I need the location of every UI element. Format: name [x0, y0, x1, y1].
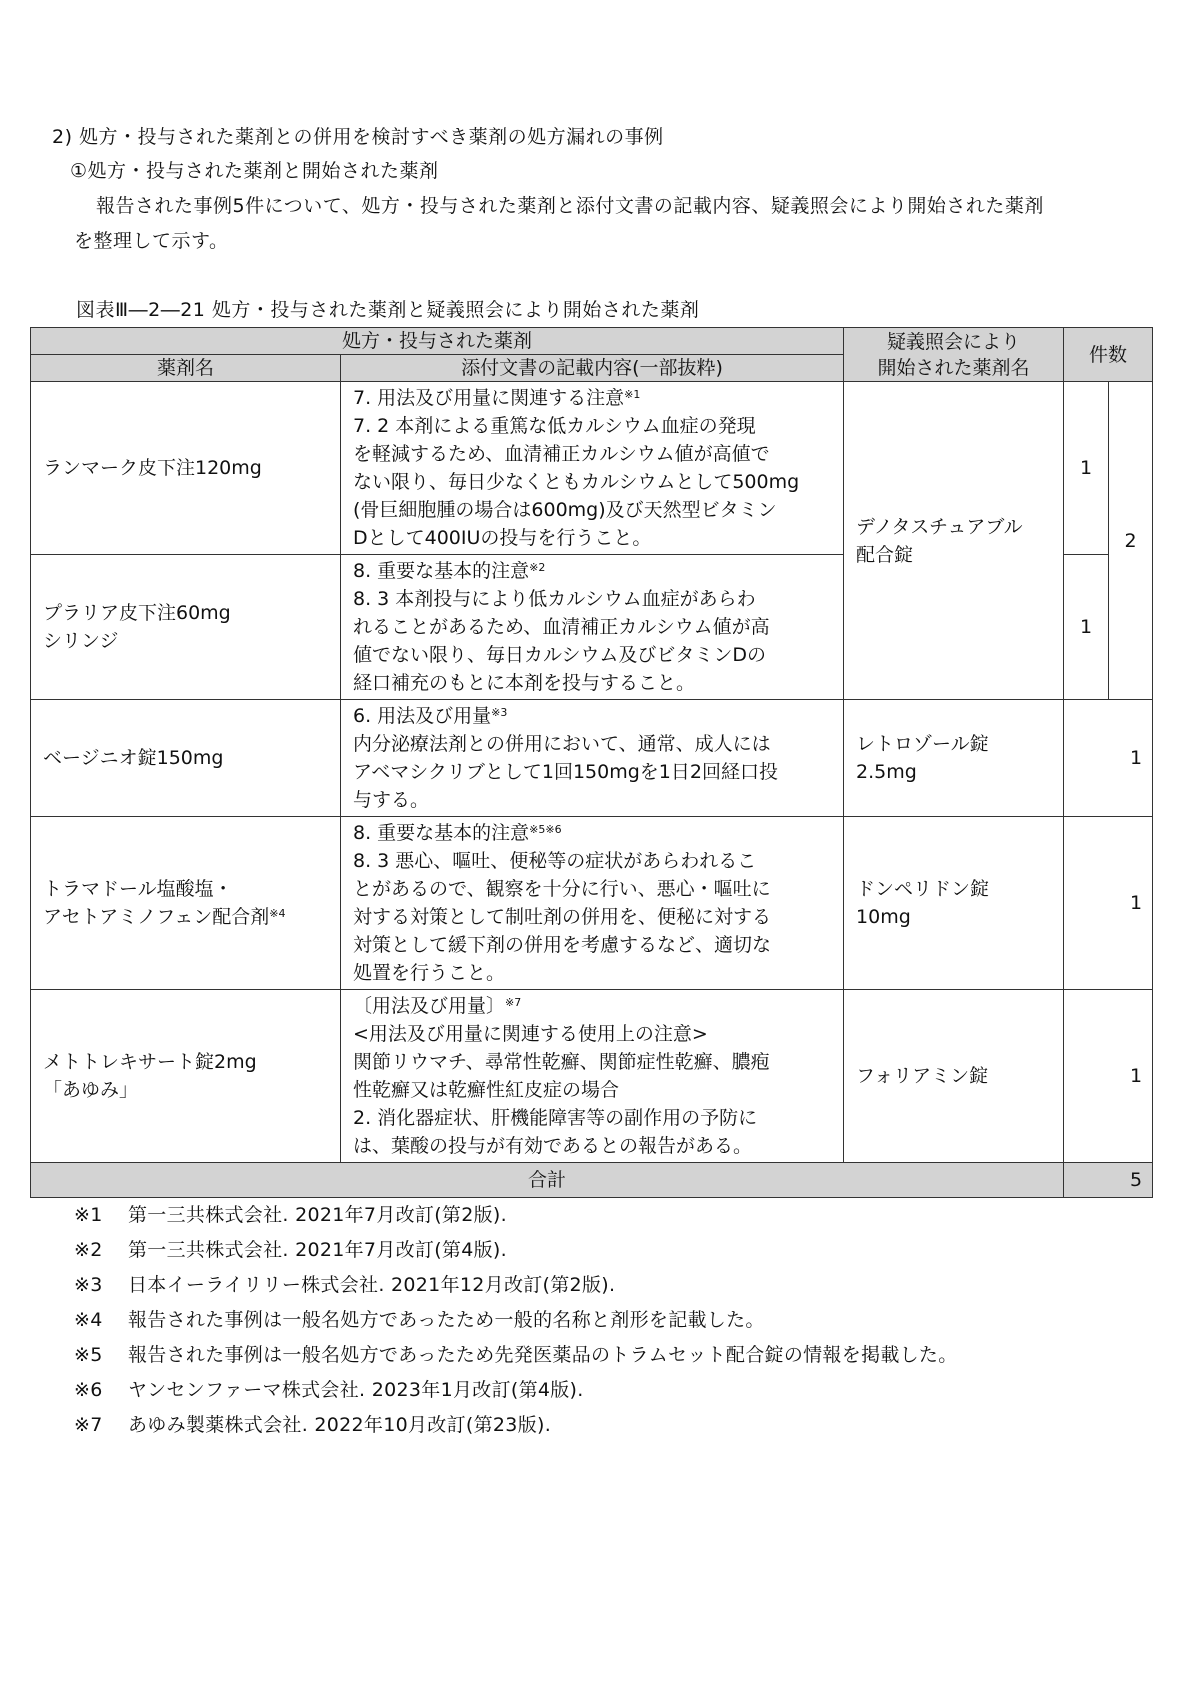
footnote-mark: ※3 [74, 1274, 103, 1296]
drug-name: ベージニオ錠150mg [43, 747, 224, 769]
description-line: 性乾癬又は乾癬性紅皮症の場合 [353, 1079, 620, 1101]
description-line: 7. 2 本剤による重篤な低カルシウム血症の発現 [353, 415, 756, 437]
footnote-text: 日本イーライリリー株式会社. 2021年12月改訂(第2版). [128, 1274, 616, 1296]
drug-name-line-1: トラマドール塩酸塩・ [43, 878, 233, 900]
footnote [74, 1377, 584, 1403]
count-cell: 1 [1064, 700, 1153, 817]
description-line: 処置を行うこと。 [353, 962, 506, 984]
header-started-line-1: 疑義照会により [887, 330, 1021, 353]
footnote-text: あゆみ製薬株式会社. 2022年10月改訂(第23版). [128, 1414, 552, 1436]
footnote [74, 1272, 615, 1298]
started-drug-cell [844, 817, 1064, 990]
started-drug-line-1: デノタスチュアブル [856, 515, 1023, 538]
footnote-mark: ※4 [74, 1309, 103, 1331]
total-label: 合計 [31, 1163, 1064, 1198]
footnote-text: 第一三共株式会社. 2021年7月改訂(第2版). [128, 1204, 507, 1226]
description-line: 与する。 [353, 789, 430, 811]
description-line: 対策として緩下剤の併用を考慮するなど、適切な [353, 934, 772, 956]
footnote-ref: ※2 [529, 561, 546, 574]
subsection-heading: ①処方・投与された薬剤と開始された薬剤 [70, 160, 439, 182]
description-line: ない限り、毎日少なくともカルシウムとして500mg [353, 471, 800, 493]
footnote-ref: ※4 [269, 907, 286, 920]
footnote-ref: ※3 [491, 706, 508, 719]
footnote-mark: ※5 [74, 1344, 103, 1366]
description-line: 内分泌療法剤との併用において、通常、成人には [353, 733, 771, 755]
footnote-mark: ※1 [74, 1204, 103, 1226]
footnote-ref: ※7 [505, 996, 522, 1009]
header-prescribed-group: 処方・投与された薬剤 [31, 328, 844, 355]
footnote [74, 1202, 507, 1228]
intro-paragraph-line-2: を整理して示す。 [74, 230, 229, 252]
drug-name-line-1: メトトレキサート錠2mg [43, 1051, 257, 1073]
drug-name-cell [31, 382, 341, 555]
count-cell: 1 [1064, 817, 1153, 990]
drug-name-line-2: アセトアミノフェン配合剤$^{※4}$ [43, 906, 286, 928]
footnote-mark: ※6 [74, 1379, 103, 1401]
drug-table [30, 327, 1153, 1198]
footnote-text: ヤンセンファーマ株式会社. 2023年1月改訂(第4版). [128, 1379, 584, 1401]
footnote [74, 1307, 765, 1333]
table-caption: 図表Ⅲ―2―21 処方・投与された薬剤と疑義照会により開始された薬剤 [76, 299, 700, 321]
header-started-drug [844, 328, 1064, 382]
table-row [31, 700, 1153, 817]
drug-name-line-2: シリンジ [43, 630, 119, 652]
footnote-ref: ※1 [624, 388, 641, 401]
footnote [74, 1342, 958, 1368]
sub-count-cell: 1 [1064, 382, 1109, 555]
footnote-mark: ※7 [74, 1414, 103, 1436]
intro-paragraph-line-1: 報告された事例5件について、処方・投与された薬剤と添付文書の記載内容、疑義照会により開始された薬剤 [96, 195, 1044, 217]
description-line: <用法及び用量に関連する使用上の注意> [353, 1023, 708, 1045]
started-drug-line-1: フォリアミン錠 [856, 1065, 989, 1087]
description-cell [341, 382, 844, 555]
drug-name: ランマーク皮下注120mg [43, 457, 262, 479]
started-drug-line-2: 2.5mg [856, 761, 917, 783]
total-value: 5 [1064, 1163, 1153, 1198]
footnote-text: 報告された事例は一般名処方であったため先発医薬品のトラムセット配合錠の情報を掲載した。 [128, 1344, 958, 1366]
description-line: れることがあるため、血清補正カルシウム値が高 [353, 616, 770, 638]
table-row [31, 990, 1153, 1163]
started-drug-cell [844, 990, 1064, 1163]
table-row [31, 382, 1153, 555]
description-line: アベマシクリブとして1回150mgを1日2回経口投 [353, 761, 778, 783]
section-heading: 2) 処方・投与された薬剤との併用を検討すべき薬剤の処方漏れの事例 [52, 126, 664, 148]
description-line: 対する対策として制吐剤の併用を、便秘に対する [353, 906, 772, 928]
footnote-ref: ※5※6 [529, 823, 562, 836]
description-line: 経口補充のもとに本剤を投与すること。 [353, 672, 696, 694]
description-line: 関節リウマチ、尋常性乾癬、関節症性乾癬、膿疱 [353, 1051, 770, 1073]
description-line: 2. 消化器症状、肝機能障害等の副作用の予防に [353, 1107, 758, 1129]
header-description: 添付文書の記載内容(一部抜粋) [341, 355, 844, 382]
sub-count-cell: 1 [1064, 555, 1109, 700]
description-title: 〔用法及び用量〕$^{※7}$ [353, 995, 522, 1017]
started-drug-line-2: 配合錠 [856, 543, 914, 566]
drug-name-cell [31, 555, 341, 700]
started-drug-line-1: ドンペリドン錠 [856, 878, 990, 900]
description-line: とがあるので、観察を十分に行い、悪心・嘔吐に [353, 878, 771, 900]
description-title: 6. 用法及び用量$^{※3}$ [353, 705, 508, 727]
description-line: 値でない限り、毎日カルシウム及びビタミンDの [353, 644, 766, 666]
description-cell [341, 700, 844, 817]
footnote [74, 1412, 551, 1438]
drug-name-cell [31, 817, 341, 990]
footnote-text: 報告された事例は一般名処方であったため一般的名称と剤形を記載した。 [128, 1309, 765, 1331]
total-row [31, 1163, 1153, 1198]
table-header-row [31, 328, 1153, 355]
drug-name-line-1: プラリア皮下注60mg [43, 602, 231, 624]
count-cell: 1 [1064, 990, 1153, 1163]
drug-name-line-2: 「あゆみ」 [43, 1079, 139, 1101]
started-drug-line-2: 10mg [856, 906, 911, 928]
description-line: Dとして400IUの投与を行うこと。 [353, 527, 652, 549]
description-title: 8. 重要な基本的注意$^{※5※6}$ [353, 822, 562, 844]
description-line: を軽減するため、血清補正カルシウム値が高値で [353, 443, 770, 465]
description-cell [341, 990, 844, 1163]
started-drug-cell [844, 700, 1064, 817]
description-title: 7. 用法及び用量に関連する注意$^{※1}$ [353, 387, 641, 409]
description-line: 8. 3 本剤投与により低カルシウム血症があらわ [353, 588, 756, 610]
started-drug-cell [844, 382, 1064, 700]
description-cell [341, 817, 844, 990]
description-line: は、葉酸の投与が有効であるとの報告がある。 [353, 1135, 753, 1157]
description-line: 8. 3 悪心、嘔吐、便秘等の症状があらわれるこ [353, 850, 757, 872]
started-drug-line-1: レトロゾール錠 [856, 733, 989, 755]
shared-count-cell: 2 [1109, 382, 1153, 700]
table-row [31, 817, 1153, 990]
description-title: 8. 重要な基本的注意$^{※2}$ [353, 560, 546, 582]
drug-name-cell [31, 700, 341, 817]
footnote-text: 第一三共株式会社. 2021年7月改訂(第4版). [128, 1239, 507, 1261]
footnote [74, 1237, 507, 1263]
description-cell [341, 555, 844, 700]
drug-name-cell [31, 990, 341, 1163]
description-line: (骨巨細胞腫の場合は600mg)及び天然型ビタミン [353, 499, 777, 521]
header-started-line-2: 開始された薬剤名 [877, 356, 1030, 379]
header-drug-name: 薬剤名 [31, 355, 341, 382]
header-count: 件数 [1064, 328, 1153, 382]
footnote-mark: ※2 [74, 1239, 103, 1261]
